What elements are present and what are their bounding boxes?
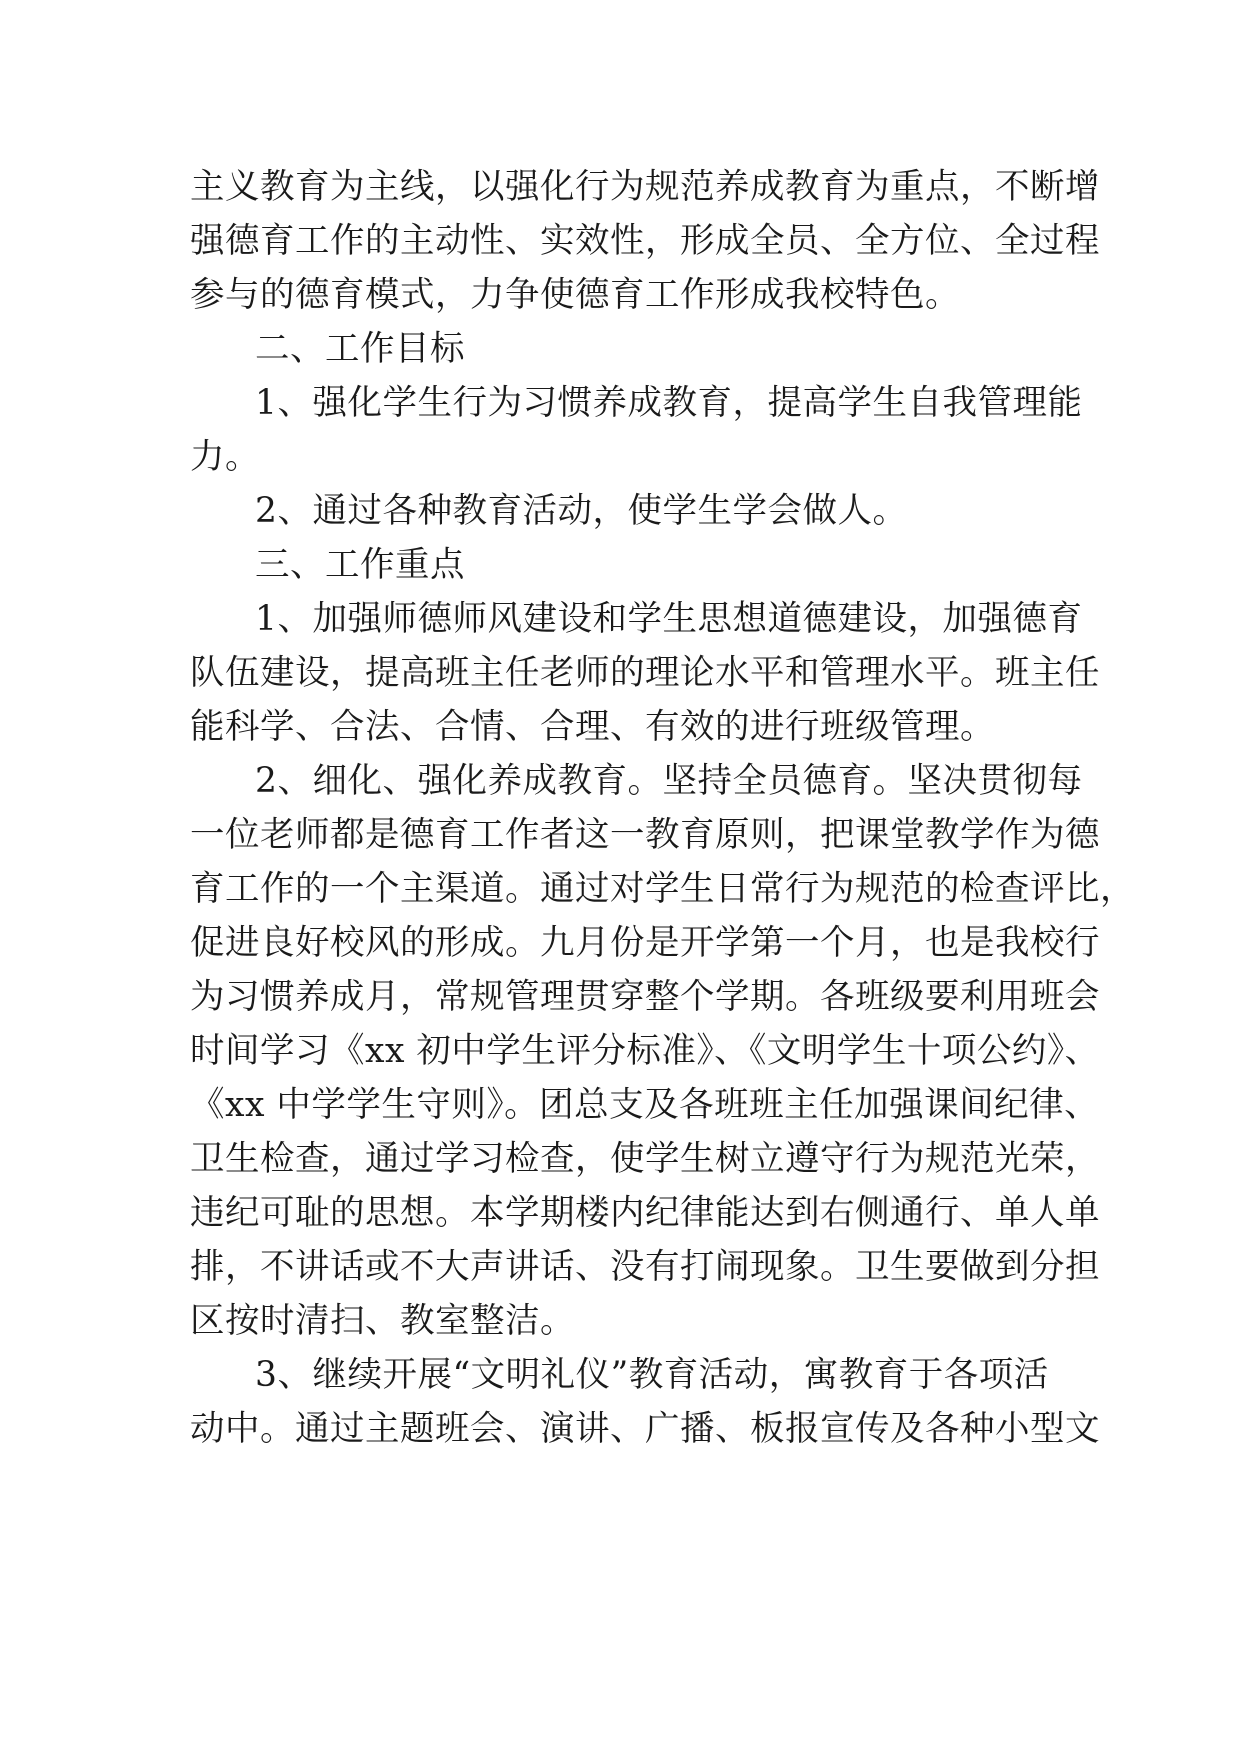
text-line: 动中。通过主题班会、演讲、广播、板报宣传及各种小型文 <box>190 1409 1100 1449</box>
text-line: 时间学习《xx 初中学生评分标准》、《文明学生十项公约》、 <box>190 1031 1100 1071</box>
text-line: 一位老师都是德育工作者这一教育原则，把课堂教学作为德 <box>190 815 1100 855</box>
text-line: 《xx 中学学生守则》。团总支及各班班主任加强课间纪律、 <box>190 1085 1100 1125</box>
text-line: 育工作的一个主渠道。通过对学生日常行为规范的检查评比， <box>190 869 1135 909</box>
text-line: 2、细化、强化养成教育。坚持全员德育。坚决贯彻每 <box>255 761 1083 801</box>
text-line: 3、继续开展“文明礼仪”教育活动，寓教育于各项活 <box>255 1355 1049 1395</box>
text-line: 力。 <box>190 437 260 477</box>
text-line: 卫生检查，通过学习检查，使学生树立遵守行为规范光荣， <box>190 1139 1100 1179</box>
text-line: 能科学、合法、合情、合理、有效的进行班级管理。 <box>190 707 995 747</box>
text-line: 2、通过各种教育活动，使学生学会做人。 <box>255 491 908 531</box>
text-line: 违纪可耻的思想。本学期楼内纪律能达到右侧通行、单人单 <box>190 1193 1100 1233</box>
text-line: 排，不讲话或不大声讲话、没有打闹现象。卫生要做到分担 <box>190 1247 1100 1287</box>
section-heading: 二、工作目标 <box>255 329 465 369</box>
text-line: 区按时清扫、教室整洁。 <box>190 1301 575 1341</box>
text-line: 参与的德育模式，力争使德育工作形成我校特色。 <box>190 275 960 315</box>
text-line: 促进良好校风的形成。九月份是开学第一个月，也是我校行 <box>190 923 1100 963</box>
text-line: 1、加强师德师风建设和学生思想道德建设，加强德育 <box>255 599 1083 639</box>
text-line: 为习惯养成月，常规管理贯穿整个学期。各班级要利用班会 <box>190 977 1100 1017</box>
text-line: 1、强化学生行为习惯养成教育，提高学生自我管理能 <box>255 383 1083 423</box>
section-heading: 三、工作重点 <box>255 545 465 585</box>
text-line: 队伍建设，提高班主任老师的理论水平和管理水平。班主任 <box>190 653 1100 693</box>
text-line: 强德育工作的主动性、实效性，形成全员、全方位、全过程 <box>190 221 1100 261</box>
text-line: 主义教育为主线，以强化行为规范养成教育为重点，不断增 <box>190 167 1100 207</box>
